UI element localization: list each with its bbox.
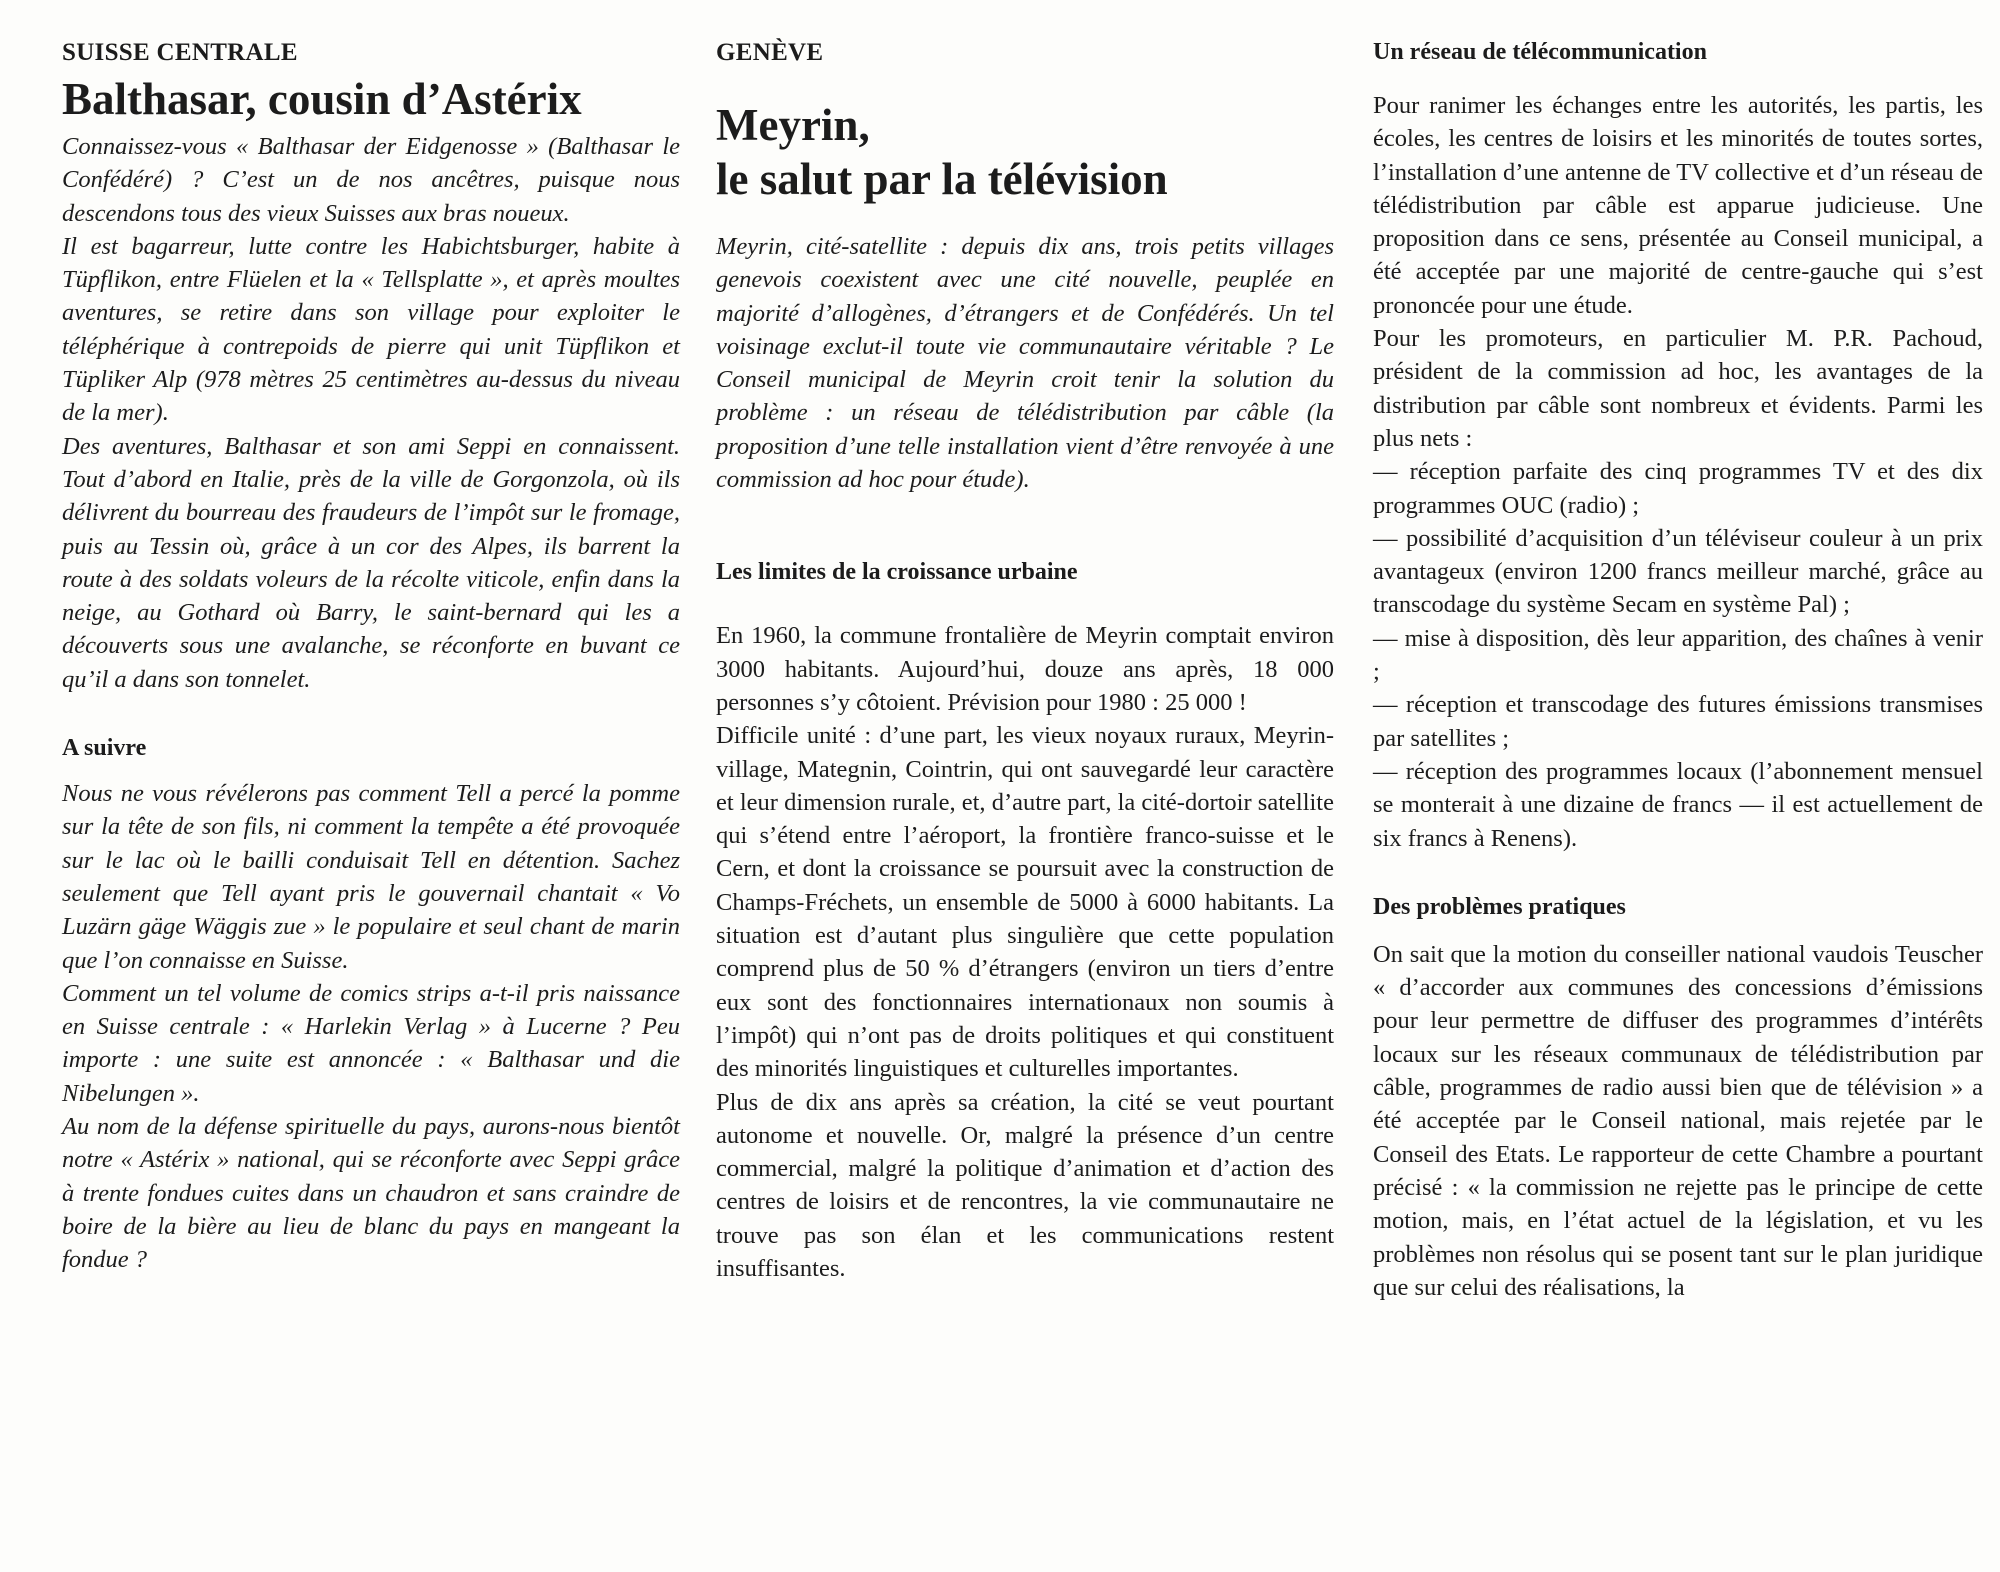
subheading: Des problèmes pratiques — [1373, 893, 1626, 920]
paragraph: Difficile unité : d’une part, les vieux noyaux ruraux, Meyrin-village, Mategnin, Cointrin, qui ont sauvegardé leur caractère et leur dimension rurale, et, d’autre part, la cité-dortoir satellite qui s’étend entre l’aéroport, la frontière franco-suisse et le Cern, et dont la croissance se poursuit avec la construction de Champs-Fréchets, un ensemble de 5000 à 6000 habitants. La situation est d’autant plus singulière que cette population comprend plus de 50 % d’étrangers (environ un tiers d’entre eux sont des fonctionnaires internationaux non soumis à l’impôt) qui n’ont pas de droits politiques et qui constituent des minorités linguistiques et culturelles importantes. — [716, 722, 1334, 1083]
paragraph: Nous ne vous révélerons pas comment Tell a percé la pomme sur la tête de son fils, ni comment la tempête a été provoquée sur le lac où le bailli conduisait Tell en détention. Sachez seulement que Tell ayant pris le gouvernail chantait « Vo Luzärn gäge Wäggis zue » le populaire et seul chant de marin que l’on connaisse en Suisse. — [62, 780, 680, 974]
subheading: Un réseau de télécommunication — [1373, 39, 1707, 65]
paragraph: En 1960, la commune frontalière de Meyrin comptait environ 3000 habitants. Aujourd’hui, douze ans après, 18 000 personnes s’y côtoient. Prévision pour 1980 : 25 000 ! — [716, 622, 1334, 716]
headline-line: Meyrin, — [716, 100, 870, 150]
paragraph: Comment un tel volume de comics strips a-t-il pris naissance en Suisse centrale : « Harlekin Verlag » à Lucerne ? Peu importe : une suite est annoncée : « Balthasar und die Nibelungen ». — [62, 979, 680, 1107]
list-item: — réception parfaite des cinq programmes TV et des dix programmes OUC (radio) ; — [1373, 458, 1983, 519]
article-meyrin — [716, 36, 1334, 1285]
list-item: — réception des programmes locaux (l’abonnement mensuel se monterait à une dizaine de francs — il est actuellement de six francs à Renens). — [1373, 757, 1983, 852]
paragraph: Des aventures, Balthasar et son ami Seppi en connaissent. Tout d’abord en Italie, près de la ville de Gorgonzola, où ils délivrent du bourreau des fraudeurs de l’impôt sur le fromage, puis au Tessin où, grâce à un cor des Alpes, ils barrent la route à des soldats voleurs de la récolte viticole, enfin dans la neige, au Gothard où Barry, le saint-bernard qui les a découverts sous une avalanche, se réconforte en buvant ce qu’il a dans son tonnelet. — [62, 432, 680, 693]
section-kicker: SUISSE CENTRALE — [62, 39, 298, 66]
section-kicker: GENÈVE — [716, 39, 824, 66]
article-meyrin-continued — [1373, 36, 1983, 1304]
paragraph: Il est bagarreur, lutte contre les Habichtsburger, habite à Tüpflikon, entre Flüelen et la « Tellsplatte », et après moultes aventures, se retire dans son village pour exploiter le téléphérique à contrepoids de pierre qui unit Tüpflikon et Tüpliker Alp (978 mètres 25 centimètres au-dessus du niveau de la mer). — [62, 232, 680, 427]
subheading: Les limites de la croissance urbaine — [716, 559, 1078, 586]
paragraph: Pour ranimer les échanges entre les autorités, les partis, les écoles, les centres de loisirs et les minorités de toutes sortes, l’installation d’une antenne de TV collective et d’un réseau de télédistribution par câble est apparue judicieuse. Une proposition dans ce sens, présentée au Conseil municipal, a été acceptée par une majorité de centre-gauche qui s’est prononcée pour une étude. — [1373, 92, 1983, 319]
headline-line: le salut par la télévision — [716, 154, 1168, 204]
article-headline: Balthasar, cousin d’Astérix — [62, 74, 582, 124]
article-headline — [716, 98, 1334, 206]
list-item: — mise à disposition, dès leur apparition, des chaînes à venir ; — [1373, 624, 1983, 686]
article-balthasar — [62, 36, 680, 1277]
paragraph: Plus de dix ans après sa création, la cité se veut pourtant autonome et nouvelle. Or, malgré la présence d’un centre commercial, malgré la politique d’animation et d’action des centres de loisirs et de rencontres, la vie communautaire ne trouve pas son élan et les communications restent insuffisantes. — [716, 1088, 1334, 1283]
subheading: A suivre — [62, 735, 147, 762]
list-item: — possibilité d’acquisition d’un téléviseur couleur à un prix avantageux (environ 1200 francs meilleur marché, grâce au transcodage du système Secam en système Pal) ; — [1373, 524, 1983, 619]
paragraph: Pour les promoteurs, en particulier M. P.R. Pachoud, président de la commission ad hoc, les avantages de la distribution par câble sont nombreux et évidents. Parmi les plus nets : — [1373, 325, 1983, 452]
paragraph: On sait que la motion du conseiller national vaudois Teuscher « d’accorder aux communes des concessions d’émissions pour leur permettre de diffuser des programmes d’intérêts locaux sur les réseaux communaux de télédistribution par câble, programmes de radio aussi bien que de télévision » a été acceptée par le Conseil national, mais rejetée par le Conseil des Etats. Le rapporteur de cette Chambre a pourtant précisé : « la commission ne rejette pas le principe de cette motion, mais, en l’état actuel de la législation, et vu les problèmes non résolus qui se posent tant sur le plan juridique que sur celui des réalisations, la — [1373, 940, 1983, 1301]
paragraph: Connaissez-vous « Balthasar der Eidgenosse » (Balthasar le Confédéré) ? C’est un de nos ancêtres, puisque nous descendons tous des vieux Suisses aux bras noueux. — [62, 133, 680, 227]
list-item: — réception et transcodage des futures émissions transmises par satellites ; — [1373, 691, 1983, 752]
intro-paragraph: Meyrin, cité-satellite : depuis dix ans, trois petits villages genevois coexistent avec une cité nouvelle, peuplée en majorité d’allogènes, d’étrangers et de Confédérés. Un tel voisinage exclut-il toute vie communautaire véritable ? Le Conseil municipal de Meyrin croit tenir la solution du problème : un réseau de télédistribution par câble (la proposition d’une telle installation vient d’être renvoyée à une commission ad hoc pour étude). — [716, 233, 1334, 494]
paragraph: Au nom de la défense spirituelle du pays, aurons-nous bientôt notre « Astérix » national, qui se réconforte avec Seppi grâce à trente fondues cuites dans un chaudron et sans craindre de boire de la bière au lieu de blanc du pays en mangeant la fondue ? — [62, 1113, 680, 1274]
